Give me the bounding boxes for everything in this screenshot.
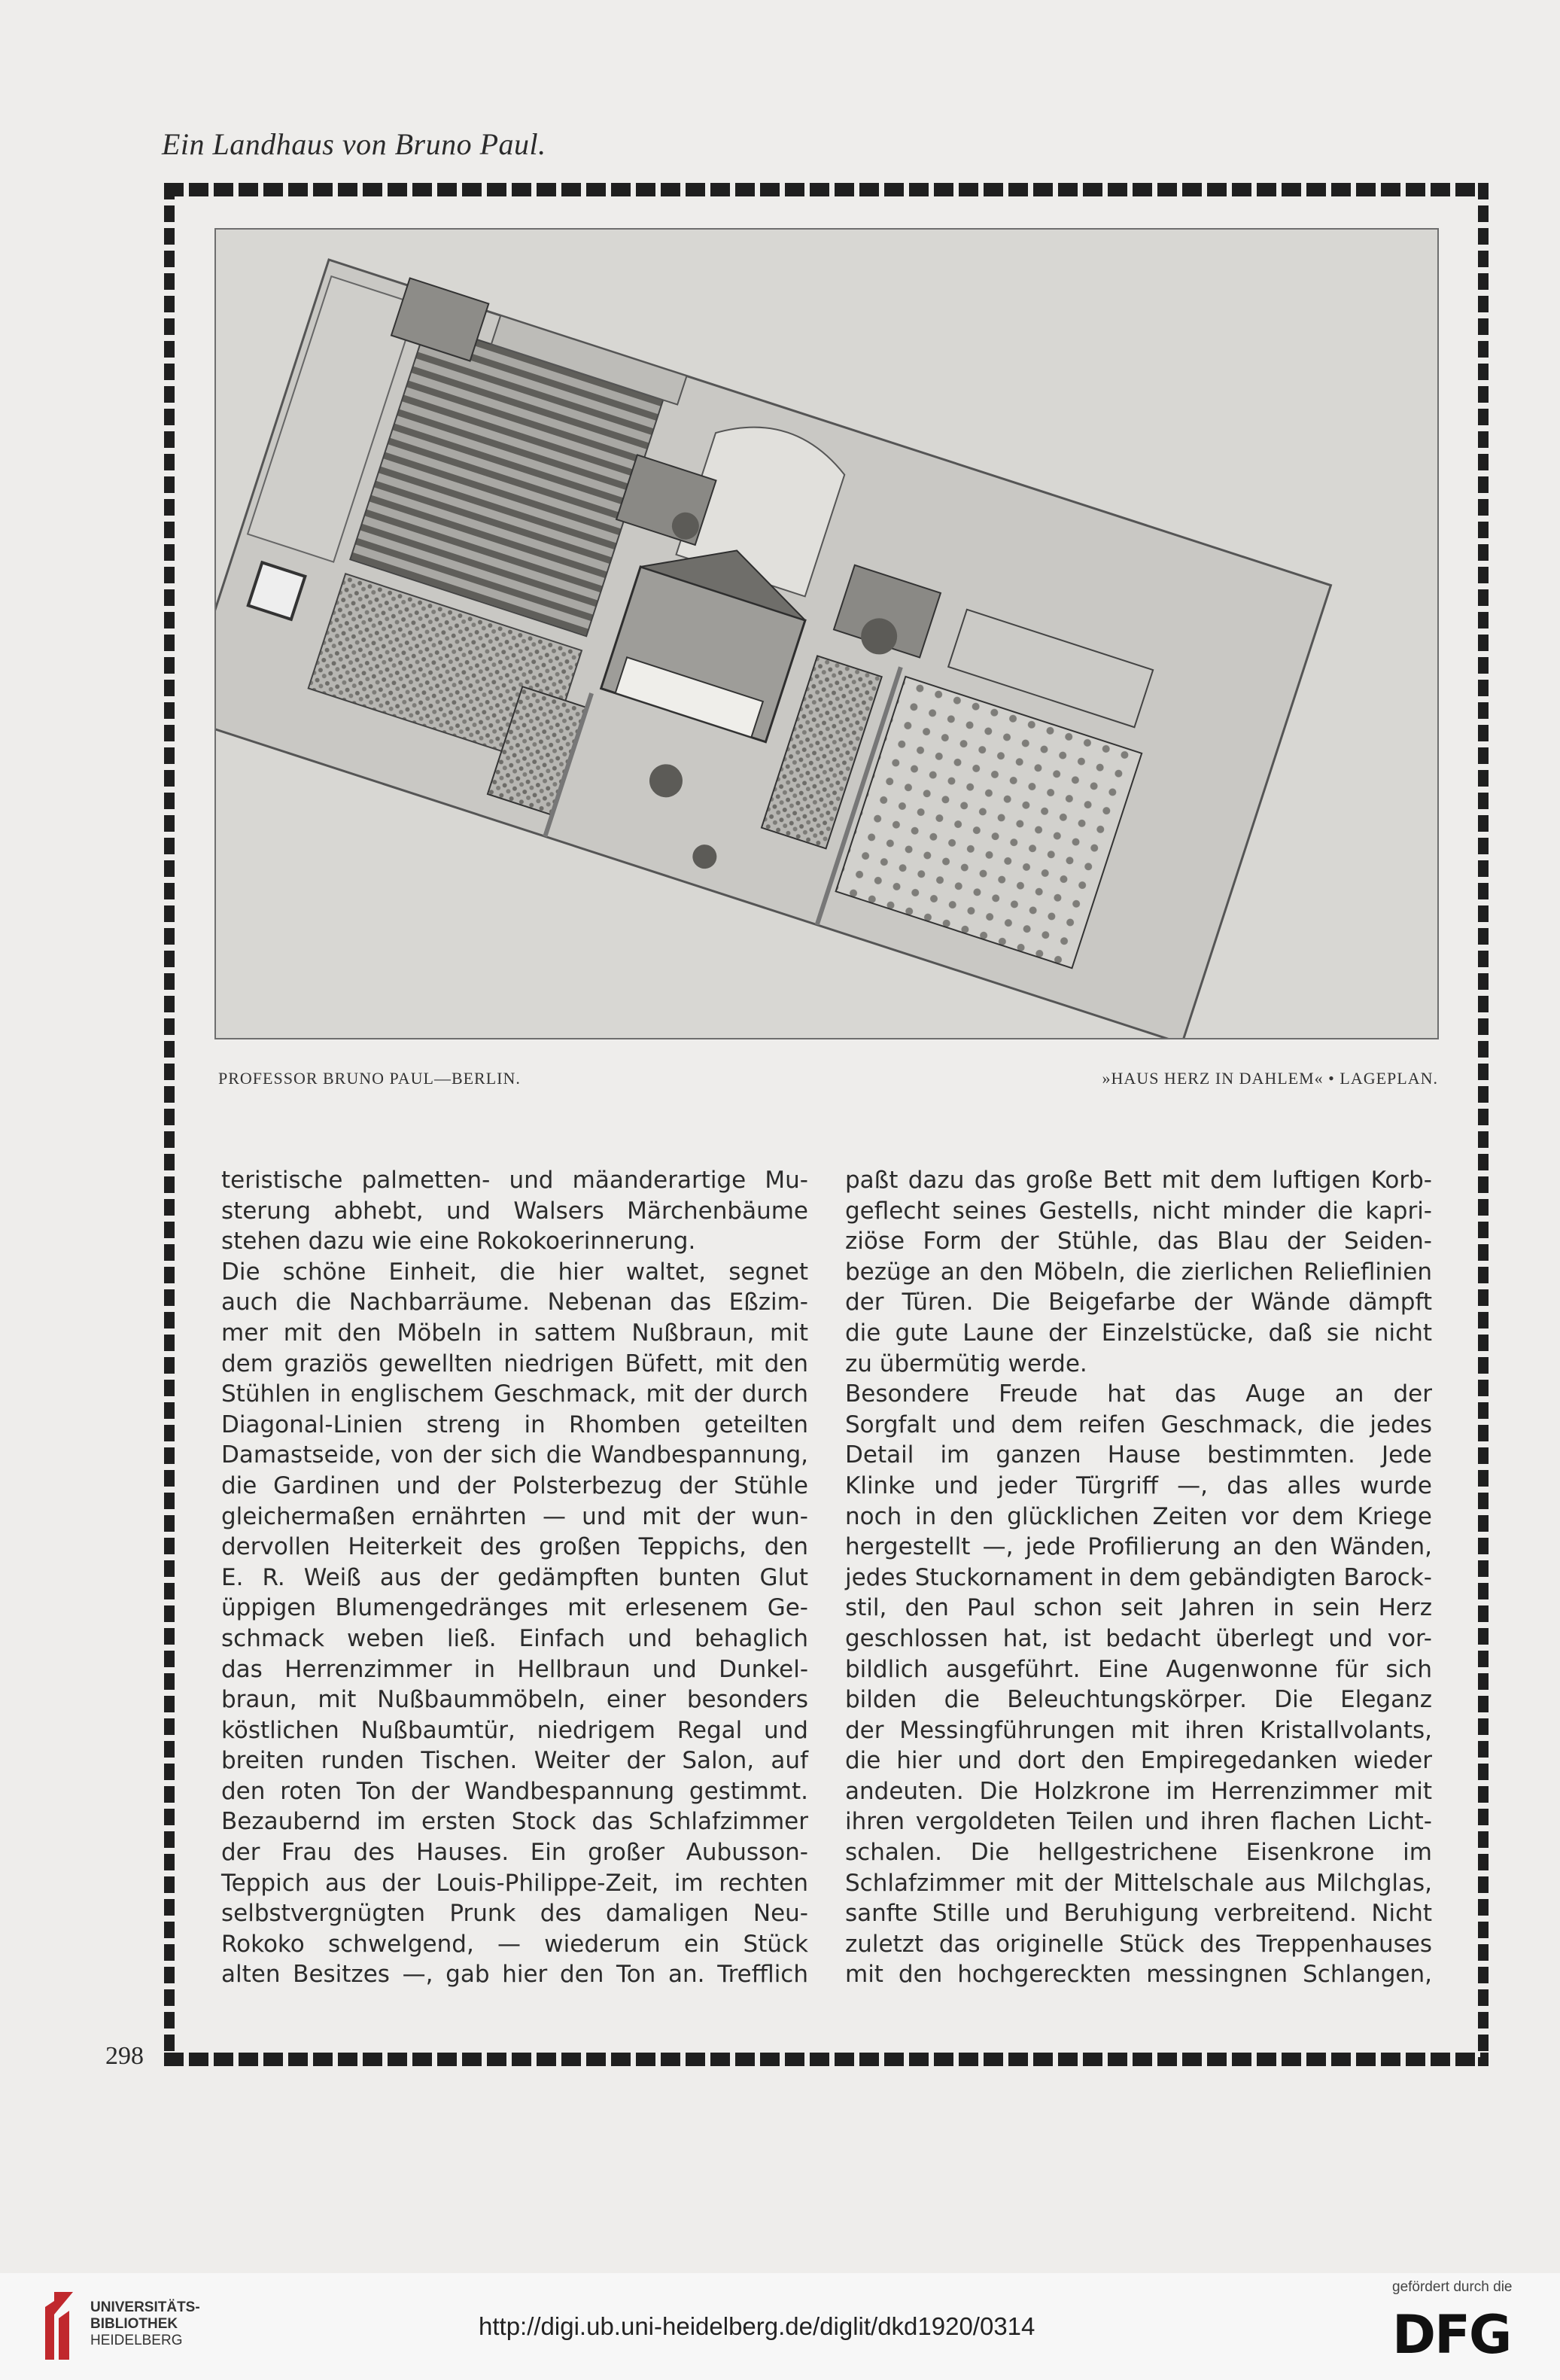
text-line: Die schöne Einheit, die hier waltet, segnet <box>221 1258 808 1286</box>
text-line: köstlichen Nußbaumtür, niedrigem Regal und <box>221 1716 808 1744</box>
text-line: geflecht seines Gestells, nicht minder die kapri- <box>845 1197 1432 1225</box>
text-line: die Gardinen und der Polsterbezug der Stühle <box>221 1472 808 1499</box>
text-line: Teppich aus der Louis-Philippe-Zeit, im rechten <box>221 1869 808 1897</box>
text-line: dem graziös gewellten niedrigen Büfett, mit den <box>221 1350 808 1377</box>
text-line: E. R. Weiß aus der gedämpften bunten Glut <box>221 1563 808 1591</box>
text-line: auch die Nachbarräume. Nebenan das Eßzim- <box>221 1289 808 1316</box>
frame-border-bottom <box>164 2053 1489 2066</box>
text-line: selbstvergnügten Prunk des damaligen Neu- <box>221 1900 808 1928</box>
text-line: der Türen. Die Beigefarbe der Wände dämpft <box>845 1289 1432 1316</box>
text-line: braun, mit Nußbaummöbeln, einer besonders <box>221 1686 808 1714</box>
text-line: zu übermütig werde. <box>845 1350 1087 1377</box>
frame-border-top <box>164 183 1489 196</box>
plate-caption-left: PROFESSOR BRUNO PAUL—BERLIN. <box>218 1069 521 1088</box>
text-line: jedes Stuckornament in dem gebändigten Barock- <box>845 1563 1432 1591</box>
frame-border-left <box>164 183 175 2066</box>
text-line: andeuten. Die Holzkrone im Herrenzimmer mit <box>845 1777 1432 1805</box>
text-line: noch in den glücklichen Zeiten vor dem Kriege <box>845 1502 1432 1530</box>
text-line: mit den hochgereckten messingnen Schlangen, <box>845 1961 1432 1989</box>
text-line: bezüge an den Möbeln, die zierlichen Relieflinien <box>845 1258 1432 1286</box>
running-head: Ein Landhaus von Bruno Paul. <box>162 127 546 161</box>
text-line: Rokoko schwelgend, — wiederum ein Stück <box>221 1930 808 1958</box>
library-name-line1: UNIVERSITÄTS- <box>90 2299 200 2315</box>
text-line: Klinke und jeder Türgriff —, das alles wurde <box>845 1472 1432 1499</box>
text-line: der Messingführungen mit ihren Kristallvolants, <box>845 1716 1432 1744</box>
funding-note: gefördert durch die <box>1392 2279 1513 2295</box>
dfg-logo-icon: DFG <box>1392 2304 1511 2366</box>
plate-caption-right: »HAUS HERZ IN DAHLEM« • LAGEPLAN. <box>1102 1069 1438 1088</box>
library-name-line3: HEIDELBERG <box>90 2333 183 2348</box>
text-line: Schlafzimmer mit der Mittelschale aus Milchglas, <box>845 1869 1432 1897</box>
text-line: sanfte Stille und Beruhigung verbreitend. Nicht <box>845 1900 1432 1928</box>
text-line: die gute Laune der Einzelstücke, daß sie nicht <box>845 1319 1432 1347</box>
text-line: mer mit den Möbeln in sattem Nußbraun, mit <box>221 1319 808 1347</box>
text-line: alten Besitzes —, gab hier den Ton an. Trefflich <box>221 1961 808 1989</box>
text-line: sterung abhebt, und Walsers Märchenbäume <box>221 1197 808 1225</box>
text-line: bilden die Beleuchtungskörper. Die Eleganz <box>845 1686 1432 1714</box>
text-column-right <box>845 1165 1432 1990</box>
text-line: die hier und dort den Empiregedanken wieder <box>845 1747 1432 1775</box>
text-line: schalen. Die hellgestrichene Eisenkrone im <box>845 1839 1432 1867</box>
text-column-left <box>221 1165 808 1990</box>
text-line: üppigen Blumengedränges mit erlesenem Ge- <box>221 1594 808 1622</box>
text-line: Damastseide, von der sich die Wandbespannung, <box>221 1441 808 1469</box>
library-name-line2: BIBLIOTHEK <box>90 2316 178 2332</box>
page-number: 298 <box>105 2042 144 2070</box>
text-line: ziöse Form der Stühle, das Blau der Seiden- <box>845 1228 1432 1255</box>
text-line: der Frau des Hauses. Ein großer Aubusson- <box>221 1839 808 1867</box>
text-line: Detail im ganzen Hause bestimmten. Jede <box>845 1441 1432 1469</box>
text-line: schmack weben ließ. Einfach und behaglich <box>221 1624 808 1652</box>
text-line: Besondere Freude hat das Auge an der <box>845 1380 1432 1408</box>
text-line: paßt dazu das große Bett mit dem luftigen Korb- <box>845 1167 1432 1194</box>
text-line: geschlossen hat, ist bedacht überlegt und vor- <box>845 1624 1432 1652</box>
text-line: Diagonal-Linien streng in Rhomben geteilten <box>221 1411 808 1438</box>
text-line: teristische palmetten- und mäanderartige Mu- <box>221 1167 808 1194</box>
text-line: Stühlen in englischem Geschmack, mit der durch <box>221 1380 808 1408</box>
text-line: stehen dazu wie eine Rokokoerinnerung. <box>221 1228 696 1255</box>
university-library-logo-icon <box>39 2284 84 2367</box>
footer-bar <box>0 2273 1560 2380</box>
text-line: den roten Ton der Wandbespannung gestimmt. <box>221 1777 808 1805</box>
text-line: gleichermaßen ernährten — und mit der wun- <box>221 1502 808 1530</box>
text-line: hergestellt —, jede Profilierung an den Wänden, <box>845 1533 1432 1561</box>
site-plan-illustration <box>214 228 1439 1039</box>
text-line: dervollen Heiterkeit des großen Teppichs, den <box>221 1533 808 1561</box>
text-line: das Herrenzimmer in Hellbraun und Dunkel- <box>221 1655 808 1683</box>
frame-border-right <box>1478 183 1489 2066</box>
permalink-url[interactable]: http://digi.ub.uni-heidelberg.de/diglit/dkd1920/0314 <box>479 2312 1035 2340</box>
text-line: bildlich ausgeführt. Eine Augenwonne für sich <box>845 1655 1432 1683</box>
text-line: breiten runden Tischen. Weiter der Salon, auf <box>221 1747 808 1775</box>
text-line: Bezaubernd im ersten Stock das Schlafzimmer <box>221 1808 808 1836</box>
text-line: Sorgfalt und dem reifen Geschmack, die jedes <box>845 1411 1432 1438</box>
library-name <box>90 2299 200 2349</box>
text-line: stil, den Paul schon seit Jahren in sein Herz <box>845 1594 1432 1622</box>
text-line: ihren vergoldeten Teilen und ihren flachen Licht- <box>845 1808 1432 1836</box>
text-line: zuletzt das originelle Stück des Treppenhauses <box>845 1930 1432 1958</box>
